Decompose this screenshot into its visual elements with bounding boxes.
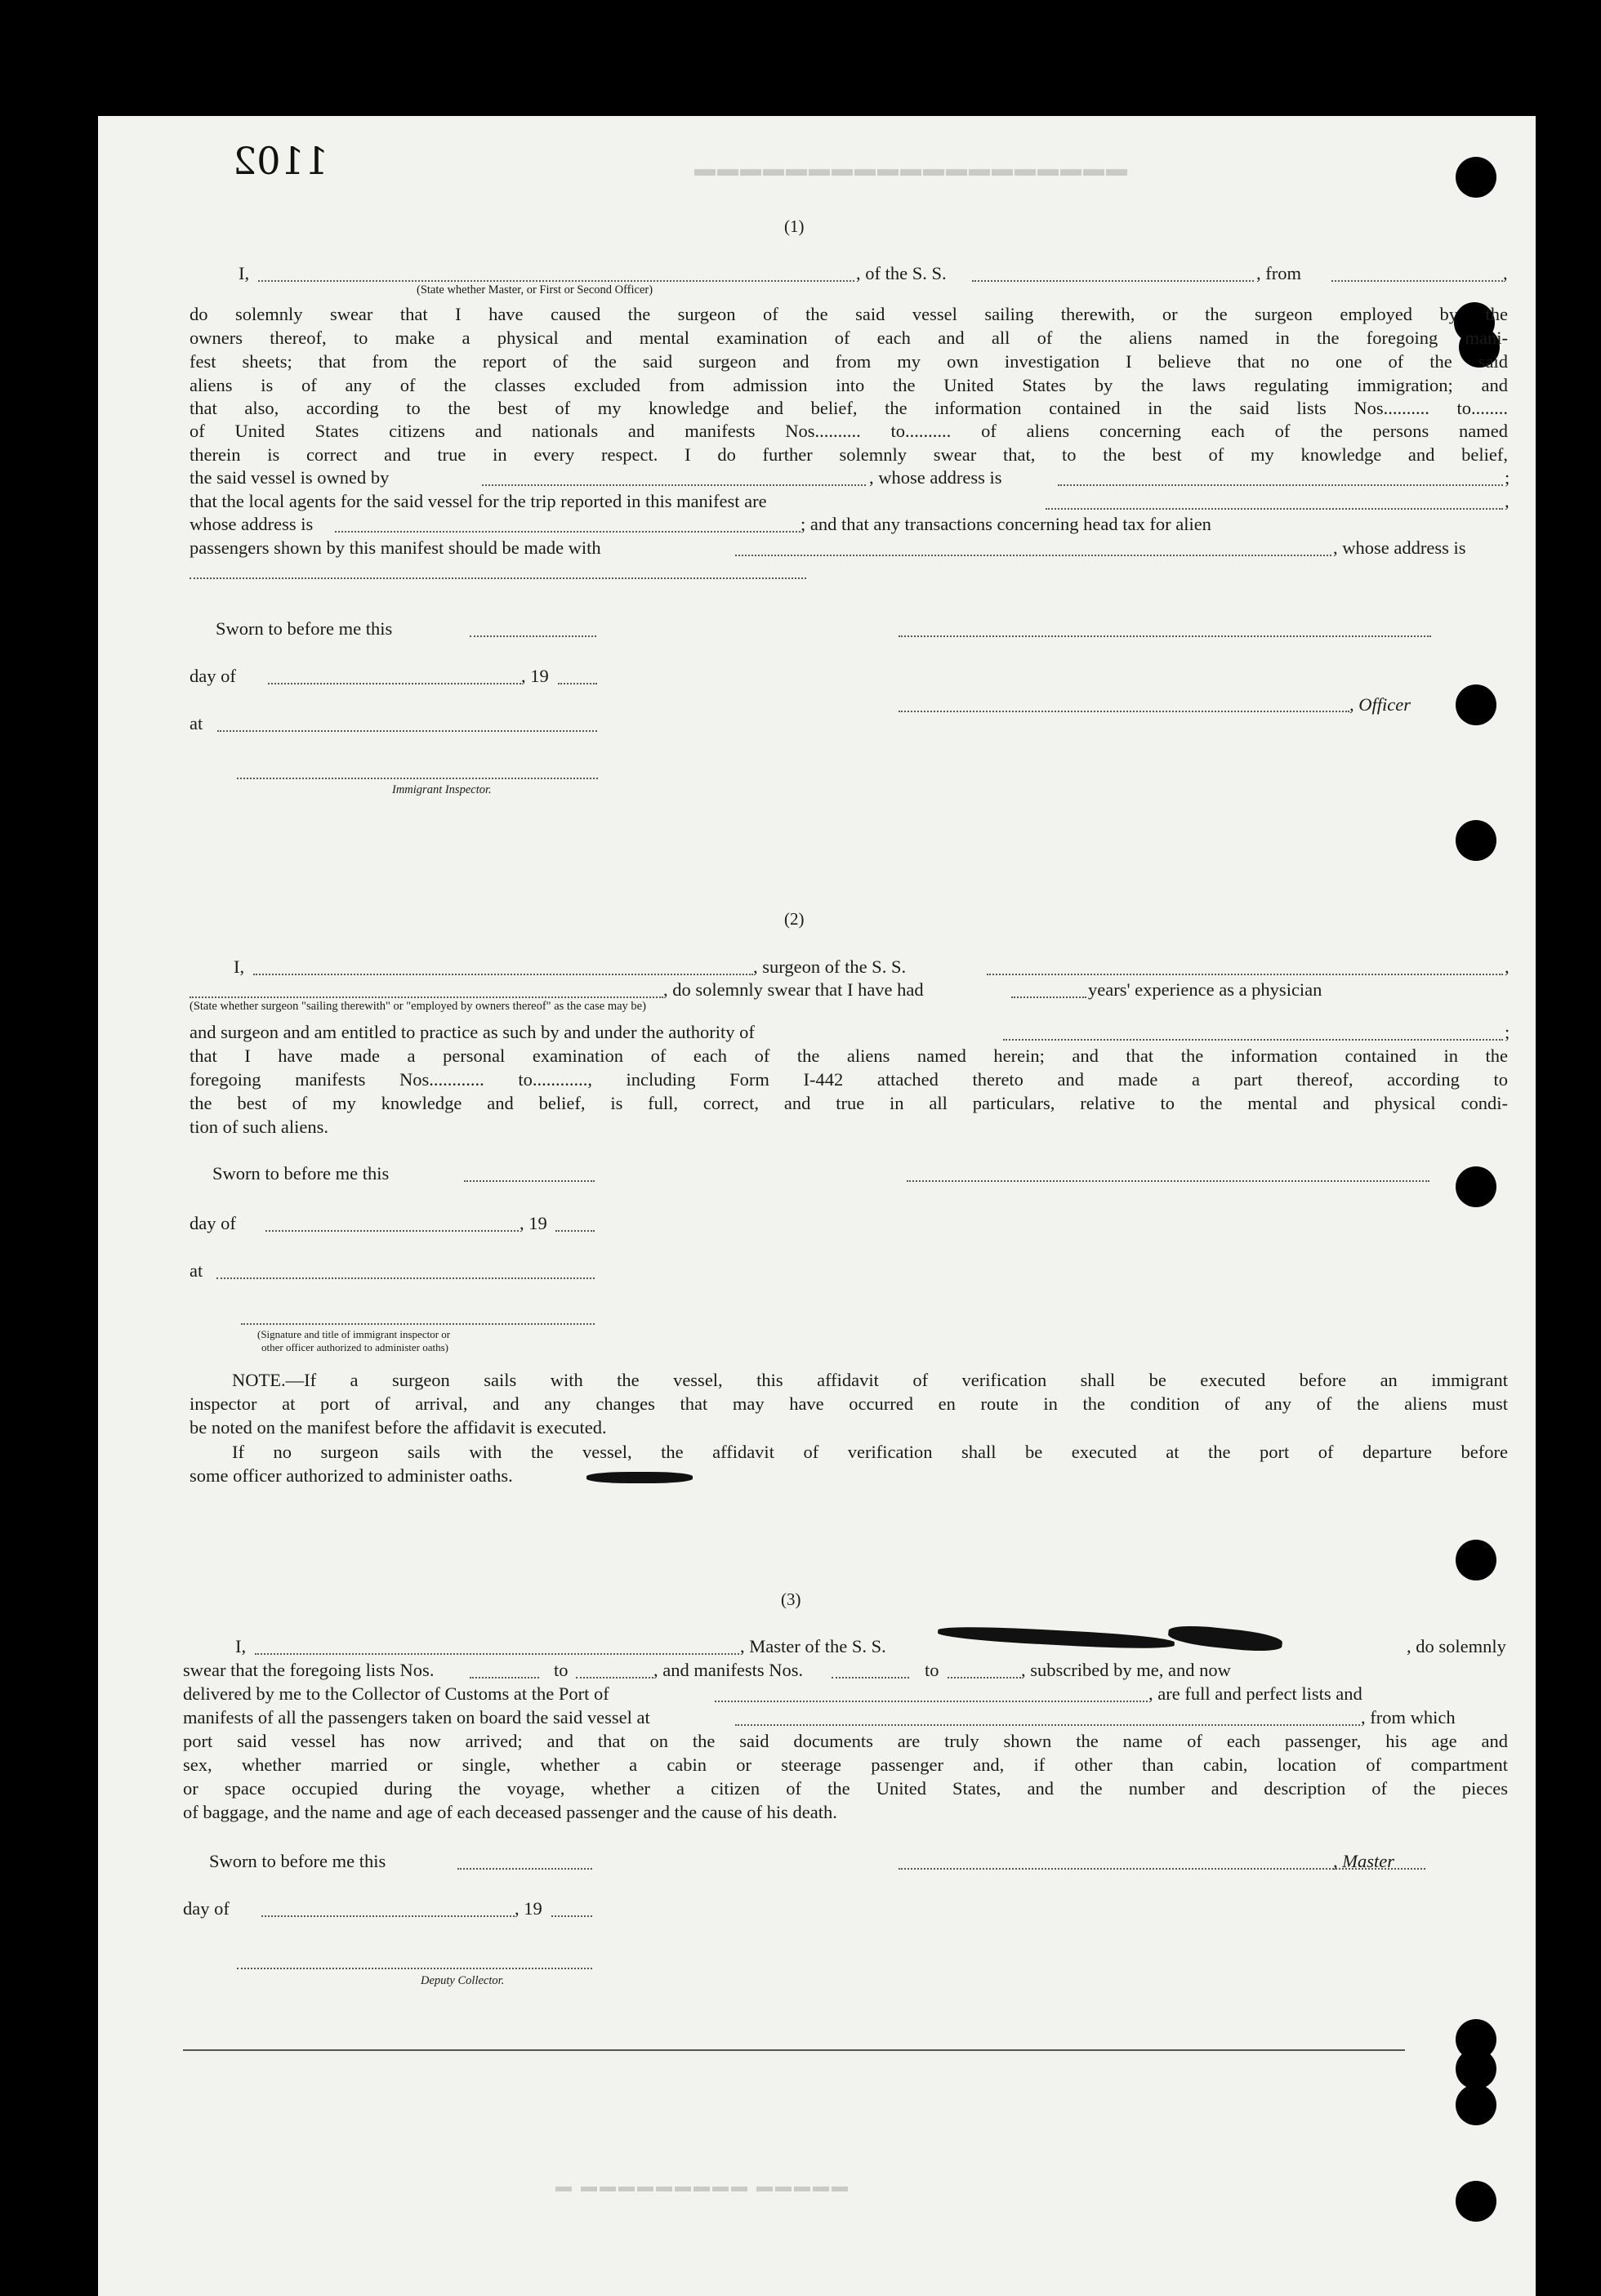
master-label: , Master [1333,1851,1394,1871]
year-label: , 19 [521,666,549,686]
place-field[interactable] [216,1277,595,1279]
surgeon-status-field[interactable] [190,996,663,998]
of-ss-label: , of the S. S. [856,263,947,283]
authority-field[interactable] [1003,1039,1503,1041]
whose-address-label: whose address is [190,514,314,534]
signature-caption: (Signature and title of immigrant inspector or [257,1328,451,1340]
officer-title-line[interactable] [899,711,1349,712]
semicolon: ; [1505,467,1510,488]
local-agents-field[interactable] [1046,508,1503,510]
lists-from-field[interactable] [470,1677,539,1679]
oath-line: foregoing manifests Nos............ to............, including Form I-442 attached thereto and made a part thereof, according to [190,1069,1508,1090]
day-of-label: day of [183,1898,230,1919]
ink-smudge [1167,1623,1283,1655]
head-tax-contact-field[interactable] [735,555,1331,556]
oath-line: sex, whether married or single, whether a cabin or steerage passenger and, if other than cabin, location of compartment [183,1754,1508,1775]
oath-line: port said vessel has now arrived; and that on the said documents are truly shown the name of each passenger, his age and [183,1731,1508,1751]
master-of-label: , Master of the S. S. [740,1636,886,1656]
lists-line: swear that the foregoing lists Nos. [183,1660,435,1680]
sworn-date-field[interactable] [470,635,596,637]
bleed-through-mark: ▬ ▬▬▬▬▬▬▬▬▬ ▬▬▬▬▬ [555,2178,850,2196]
lists-line: , and manifests Nos. [653,1660,804,1680]
year-label: , 19 [520,1213,547,1233]
do-solemnly-label: , do solemnly [1407,1636,1506,1656]
at-label: at [190,713,203,733]
years-experience-label: years' experience as a physician [1088,979,1322,1000]
manifests-from-field[interactable] [832,1677,909,1679]
year-field[interactable] [555,1230,595,1232]
section-3-number: (3) [781,1589,801,1609]
oath-line: that also, according to the best of my knowledge and belief, the information contained in the said lists Nos.......... to........ [190,398,1508,418]
authority-label: and surgeon and am entitled to practice as such by and under the authority of [190,1022,755,1042]
form-page [98,116,1536,2296]
month-field[interactable] [265,1230,519,1232]
oath-line: fest sheets; that from the report of the said surgeon and from my own investigation I believe that no one of the said [190,351,1508,372]
oath-line: aliens is of any of the classes excluded from admission into the United States by the laws regulating immigration; and [190,375,1508,395]
oath-line: do solemnly swear that I have caused the surgeon of the said vessel sailing therewith, or the surgeon employed by the [190,304,1508,324]
section-1-number: (1) [784,216,805,236]
sworn-date-field[interactable] [464,1180,595,1182]
immigrant-inspector-caption: Immigrant Inspector. [392,783,492,796]
bleed-through-mark: ▬▬▬▬▬▬▬▬▬▬▬▬▬▬▬▬▬▬▬ [694,157,1129,181]
oath-last-line: of baggage, and the name and age of each deceased passenger and the cause of his death. [183,1802,837,1822]
passengers-text: passengers shown by this manifest should be made with [190,537,601,558]
section-2-number: (2) [784,909,805,929]
officer-name-field[interactable] [258,280,854,282]
port-line: , are full and perfect lists and [1148,1683,1362,1704]
section-2-i-label: I, [234,956,245,977]
departure-line: , from which [1361,1707,1456,1728]
ink-smudge [938,1624,1175,1651]
oath-line: the best of my knowledge and belief, is full, correct, and true in all particulars, relative to the mental and physical condi- [190,1093,1508,1113]
lists-line: , subscribed by me, and now [1021,1660,1231,1680]
agents-address-field[interactable] [335,531,800,533]
authorized-signature-line[interactable] [241,1323,595,1325]
manifests-to-field[interactable] [948,1677,1021,1679]
sworn-label: Sworn to before me this [212,1163,390,1184]
year-label: , 19 [515,1898,542,1919]
sworn-label: Sworn to before me this [216,618,393,639]
punch-hole [1456,1540,1496,1580]
surgeon-of-label: , surgeon of the S. S. [753,956,907,977]
oath-line: therein is correct and true in every respect. I do further solemnly swear that, to the best of my knowledge and belief, [190,444,1508,465]
oath-line: owners thereof, to make a physical and mental examination of each and all of the aliens named in the foregoing mani- [190,328,1508,348]
year-field[interactable] [551,1915,592,1917]
owner-field[interactable] [482,484,866,486]
years-field[interactable] [1011,996,1086,998]
oath-line: or space occupied during the voyage, whether a citizen of the United States, and the number and description of the pieces [183,1778,1508,1799]
head-tax-text: ; and that any transactions concerning head tax for alien [800,514,1211,534]
punch-hole [1456,2181,1496,2222]
ink-smudge [586,1472,693,1483]
port-field[interactable] [715,1701,1148,1702]
bottom-rule [183,2049,1405,2051]
note-line: be noted on the manifest before the affidavit is executed. [190,1417,607,1438]
comma: , [1505,491,1510,511]
surgeon-vessel-field[interactable] [987,974,1503,975]
month-field[interactable] [261,1915,515,1917]
section-1-i-label: I, [239,263,250,283]
lists-line: to [554,1660,569,1680]
punch-hole [1456,1166,1496,1207]
handwritten-note: 1102 [233,139,329,183]
departure-port-field[interactable] [735,1724,1360,1726]
month-field[interactable] [268,683,521,684]
surgeon-name-field[interactable] [253,974,753,975]
lists-to-field[interactable] [576,1677,653,1679]
note-line: some officer authorized to administer oaths. [190,1465,513,1486]
year-field[interactable] [558,683,597,684]
local-agents-label: that the local agents for the said vessel for the trip reported in this manifest are [190,491,767,511]
day-of-label: day of [190,1213,236,1233]
from-port-field[interactable] [1331,280,1503,282]
do-solemnly-label: , do solemnly swear that I have had [663,979,924,1000]
end-comma: , [1505,956,1510,977]
vessel-name-field[interactable] [972,280,1254,282]
port-line: delivered by me to the Collector of Customs at the Port of [183,1683,609,1704]
semicolon: ; [1505,1022,1510,1042]
at-label: at [190,1260,203,1281]
punch-hole [1456,684,1496,725]
officer-label: , Officer [1349,694,1411,715]
surgeon-signature-line[interactable] [907,1180,1429,1182]
day-of-label: day of [190,666,236,686]
oath-last-line: tion of such aliens. [190,1117,328,1137]
owner-address-field[interactable] [1058,484,1503,486]
whose-address-label: , whose address is [869,467,1002,488]
from-end: , [1503,263,1508,283]
lists-line: to [925,1660,939,1680]
punch-hole [1456,820,1496,861]
deputy-collector-caption: Deputy Collector. [421,1974,505,1987]
surgeon-status-caption: (State whether surgeon "sailing therewith" or "employed by owners thereof" as the case may be) [190,1000,646,1013]
officer-signature-line[interactable] [899,635,1431,637]
section-3-i-label: I, [235,1636,247,1656]
oath-line: of United States citizens and nationals and manifests Nos.......... to.......... of aliens concerning each of the persons named [190,421,1508,441]
note-line: If no surgeon sails with the vessel, the affidavit of verification shall be executed at the port of departure before [232,1442,1508,1462]
note-line: inspector at port of arrival, and any changes that may have occurred en route in the condition of any of the aliens must [190,1393,1508,1414]
from-label: , from [1256,263,1301,283]
punch-hole [1456,2049,1496,2089]
punch-hole [1456,2084,1496,2125]
sworn-date-field[interactable] [457,1868,592,1870]
deputy-collector-signature-line[interactable] [237,1968,592,1969]
signature-caption: other officer authorized to administer oaths) [261,1341,448,1353]
state-officer-caption: (State whether Master, or First or Second Officer) [417,283,653,296]
punch-hole [1456,157,1496,198]
oath-line: that I have made a personal examination of each of the aliens named herein; and that the information contained in the [190,1045,1508,1066]
owned-by-label: the said vessel is owned by [190,467,390,488]
inspector-signature-line[interactable] [237,778,598,779]
head-tax-address-field[interactable] [190,577,806,579]
whose-address-end: , whose address is [1333,537,1466,558]
sworn-label: Sworn to before me this [209,1851,386,1871]
master-name-field[interactable] [255,1653,739,1655]
place-field[interactable] [217,730,597,732]
note-line: NOTE.—If a surgeon sails with the vessel, this affidavit of verification shall be executed before an immigrant [232,1370,1508,1390]
departure-line: manifests of all the passengers taken on board the said vessel at [183,1707,650,1728]
